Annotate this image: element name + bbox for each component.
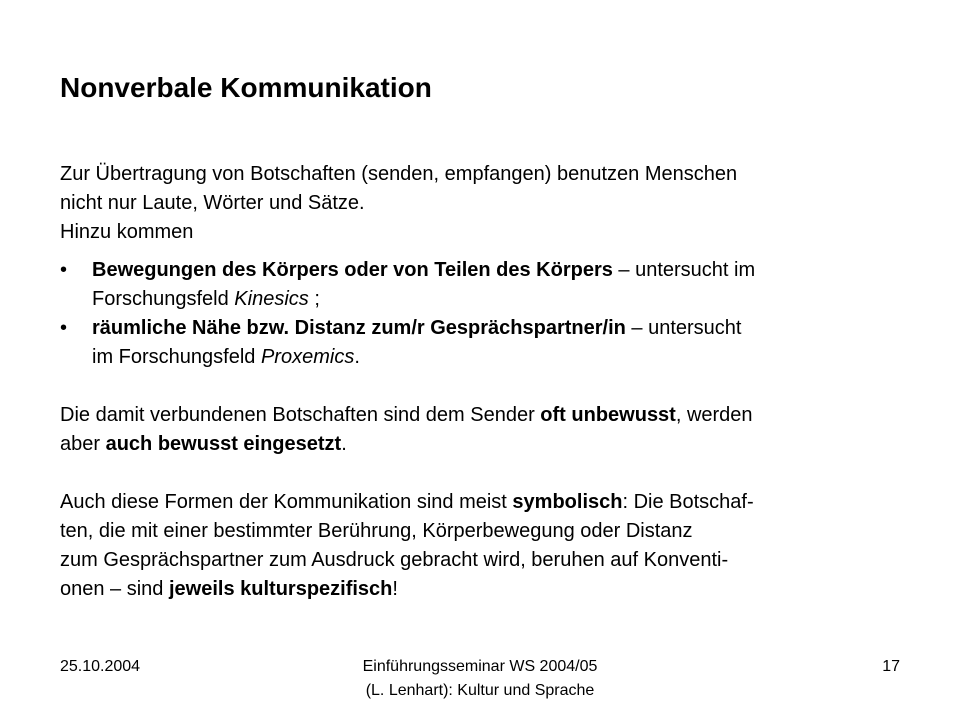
slide-body (60, 160, 910, 604)
para2-line-1: Die damit verbundenen Botschaften sind dem Sender oft unbewusst, werden (60, 404, 753, 426)
para3-line-1: Auch diese Formen der Kommunikation sind meist symbolisch: Die Botschaf- (60, 491, 754, 513)
para3-line-3: zum Gesprächspartner zum Ausdruck gebracht wird, beruhen auf Konventi- (60, 549, 729, 571)
para2-line-2: aber auch bewusst eingesetzt. (60, 433, 347, 455)
emphasis-bewusst-eingesetzt: auch bewusst eingesetzt (105, 433, 342, 455)
para3-line-2: ten, die mit einer bestimmter Berührung, Körperbewegung oder Distanz (60, 520, 693, 542)
footer-page-number: 17 (882, 658, 900, 675)
bullet-kinesics-end: ; (308, 288, 320, 310)
footer-course-line-2: (L. Lenhart): Kultur und Sprache (365, 682, 595, 699)
bullet-proxemics (60, 314, 910, 372)
bullet-proxemics-bold: räumliche Nähe bzw. Distanz zum/r Gesprächspartner/in (92, 317, 626, 339)
emphasis-symbolisch: symbolisch (512, 491, 623, 513)
bullet-proxemics-line2: im Forschungsfeld (92, 346, 261, 368)
bullet-dot: • (60, 317, 68, 339)
bullet-kinesics-bold: Bewegungen des Körpers oder von Teilen des Körpers (92, 259, 613, 281)
footer-course-line-1: Einführungsseminar WS 2004/05 (362, 658, 598, 675)
intro-line-3: Hinzu kommen (60, 221, 194, 243)
term-proxemics: Proxemics (260, 346, 355, 368)
intro-line-1: Zur Übertragung von Botschaften (senden, empfangen) benutzen Menschen (60, 163, 738, 185)
bullet-kinesics-line2: Forschungsfeld (92, 288, 235, 310)
bullet-proxemics-rest: – untersucht (625, 317, 742, 339)
emphasis-kulturspezifisch: jeweils kulturspezifisch (168, 578, 393, 600)
bullet-proxemics-end: . (354, 346, 360, 368)
footer-course (230, 655, 730, 703)
slide-title: Nonverbale Kommunikation (60, 72, 432, 103)
bullet-dot: • (60, 259, 68, 281)
footer-date: 25.10.2004 (60, 658, 141, 675)
term-kinesics: Kinesics (234, 288, 309, 310)
intro-line-2: nicht nur Laute, Wörter und Sätze. (60, 192, 365, 214)
para3-line-4: onen – sind jeweils kulturspezifisch! (60, 578, 398, 600)
emphasis-oft-unbewusst: oft unbewusst (540, 404, 676, 426)
bullet-kinesics (60, 256, 910, 314)
bullet-kinesics-rest: – untersucht im (612, 259, 756, 281)
